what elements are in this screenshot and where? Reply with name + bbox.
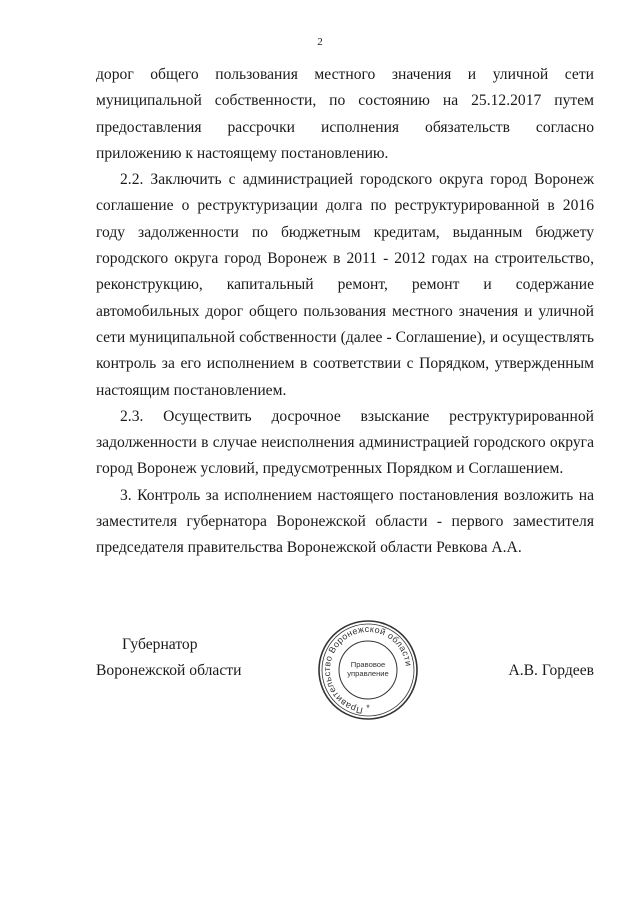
seal-icon xyxy=(316,618,420,722)
paragraph-continuation: дорог общего пользования местного значения и уличной сети муниципальной собственности, по состоянию на 25.12.2017 путем предоставления рассрочки исполнения обязательств согласно приложению к настоящему постановлению. xyxy=(96,66,594,162)
signer-title-line1: Губернатор xyxy=(122,636,198,653)
official-seal xyxy=(316,618,420,722)
document-body xyxy=(96,62,594,562)
paragraph-3: 3. Контроль за исполнением настоящего постановления возложить на заместителя губернатора Воронежской области - первого заместителя председателя правительства Воронежской области Ревкова А.А. xyxy=(96,486,594,557)
signer-title-line2: Воронежской области xyxy=(96,662,242,680)
signer-name: А.В. Гордеев xyxy=(508,662,594,679)
seal-ring-text: Правительство Воронежской области xyxy=(321,623,414,716)
seal-center-line2: управление xyxy=(347,669,389,678)
paragraph-2-3: 2.3. Осуществить досрочное взыскание реструктурированной задолженности в случае неисполнения администрацией городского округа город Воронеж условий, предусмотренных Порядком и Соглашением. xyxy=(96,407,594,478)
page-number: 2 xyxy=(317,36,323,48)
seal-bottom-mark: * xyxy=(366,703,370,713)
seal-center-line1: Правовое xyxy=(350,660,386,669)
signer-title xyxy=(96,632,241,685)
paragraph-2-2: 2.2. Заключить с администрацией городского округа город Воронеж соглашение о реструктуризации долга по реструктурированной в 2016 году задолженности по бюджетным кредитам, выданным бюджету городского округа город Воронеж в 2011 - 2012 годах на строительство, реконструкцию, капитальный ремонт, ремонт и содержание автомобильных дорог общего пользования местного значения и уличной сети муниципальной собственности (далее - Соглашение), и осуществлять контроль за его исполнением в соответствии с Порядком, утвержденным настоящим постановлением. xyxy=(96,171,594,399)
